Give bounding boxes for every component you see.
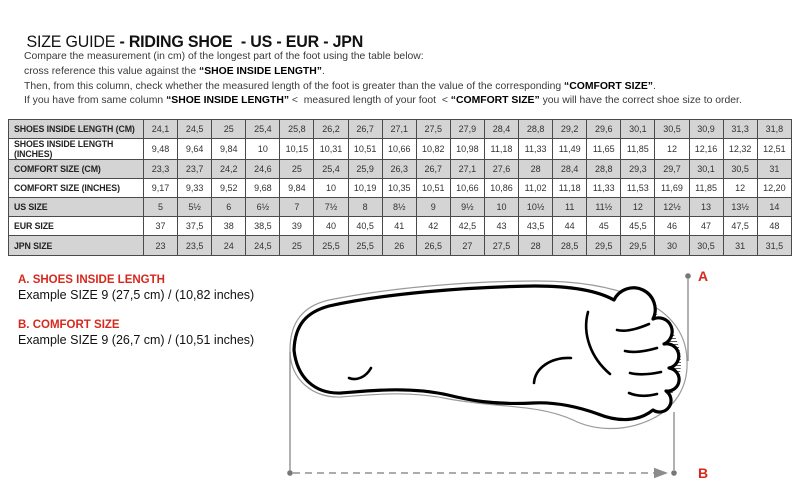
size-cell: 10,82 [416,139,450,160]
page-title-regular: SIZE GUIDE [26,32,120,51]
intro-text [24,50,784,109]
size-cell: 24,6 [246,160,280,179]
size-cell: 10,98 [450,139,484,160]
b-dot [671,470,677,476]
size-cell: 28,4 [553,160,587,179]
size-cell: 30,9 [689,120,723,139]
section-shoes-inside-length [18,273,254,304]
size-cell: 12,32 [723,139,757,160]
size-cell: 27,5 [484,236,518,255]
size-cell: 13½ [723,198,757,217]
size-cell: 31 [723,236,757,255]
size-cell: 46 [655,217,689,236]
size-cell: 31 [757,160,791,179]
size-cell: 48 [757,217,791,236]
dimension-label-a: A [698,268,708,284]
size-cell: 25,4 [314,160,348,179]
size-cell: 40,5 [348,217,382,236]
size-cell: 29,5 [587,236,621,255]
size-cell: 25,4 [246,120,280,139]
size-cell: 37,5 [178,217,212,236]
row-label: COMFORT SIZE (INCHES) [9,179,144,198]
size-cell: 9,33 [178,179,212,198]
size-cell: 30,5 [689,236,723,255]
size-cell: 10,66 [382,139,416,160]
size-cell: 25 [280,236,314,255]
size-cell: 28 [519,160,553,179]
size-cell: 10,66 [450,179,484,198]
size-cell: 8 [348,198,382,217]
section-b-title: B. COMFORT SIZE [18,319,120,331]
size-cell: 9,84 [280,179,314,198]
size-cell: 9,17 [144,179,178,198]
size-cell: 9,48 [144,139,178,160]
size-cell: 7½ [314,198,348,217]
size-cell: 25,5 [348,236,382,255]
size-cell: 10 [484,198,518,217]
size-cell: 29,3 [621,160,655,179]
size-cell: 23,5 [178,236,212,255]
size-cell: 30,1 [689,160,723,179]
size-cell: 11½ [587,198,621,217]
size-cell: 5 [144,198,178,217]
table-row [9,198,792,217]
size-cell: 47,5 [723,217,757,236]
row-label: US SIZE [9,198,144,217]
size-cell: 31,3 [723,120,757,139]
page-title-bold: - RIDING SHOE - US - EUR - JPN [119,32,364,51]
size-cell: 10 [314,179,348,198]
size-cell: 31,5 [757,236,791,255]
table-row [9,160,792,179]
size-cell: 27,5 [416,120,450,139]
size-cell: 8½ [382,198,416,217]
size-cell: 25,8 [280,120,314,139]
size-cell: 27,1 [382,120,416,139]
foot-outline [294,286,679,420]
row-label: COMFORT SIZE (CM) [9,160,144,179]
size-cell: 12,51 [757,139,791,160]
size-cell: 41 [382,217,416,236]
foot-measurement-diagram [283,262,708,503]
size-cell: 12 [723,179,757,198]
table-row [9,120,792,139]
size-cell: 45,5 [621,217,655,236]
size-cell: 42 [416,217,450,236]
row-label: EUR SIZE [9,217,144,236]
size-cell: 25,9 [348,160,382,179]
size-cell: 10,51 [416,179,450,198]
size-cell: 11,69 [655,179,689,198]
size-cell: 40 [314,217,348,236]
size-cell: 12 [621,198,655,217]
size-cell: 26,7 [348,120,382,139]
size-cell: 43 [484,217,518,236]
size-cell: 28,8 [519,120,553,139]
section-b-example: Example SIZE 9 (26,7 cm) / (10,51 inches) [18,333,255,347]
size-cell: 9,68 [246,179,280,198]
size-cell: 9,52 [212,179,246,198]
size-cell: 12 [655,139,689,160]
size-cell: 7 [280,198,314,217]
size-cell: 30 [655,236,689,255]
size-cell: 24,5 [246,236,280,255]
a-dot [685,273,691,279]
size-cell: 14 [757,198,791,217]
section-comfort-size [18,318,254,349]
size-cell: 11,33 [587,179,621,198]
size-cell: 25 [212,120,246,139]
size-cell: 9,64 [178,139,212,160]
size-cell: 24,5 [178,120,212,139]
size-cell: 28,4 [484,120,518,139]
intro-line: If you have from same column “SHOE INSIDE LENGTH” < measured length of your foot < “COMFORT SIZE” you will have the correct shoe size to order. [24,95,742,107]
size-cell: 25 [280,160,314,179]
size-cell: 11,49 [553,139,587,160]
size-cell: 29,5 [621,236,655,255]
size-cell: 23 [144,236,178,255]
size-cell: 39 [280,217,314,236]
size-cell: 10,51 [348,139,382,160]
size-cell: 11,53 [621,179,655,198]
table-row [9,139,792,160]
size-cell: 6 [212,198,246,217]
size-cell: 11,18 [553,179,587,198]
size-cell: 29,2 [553,120,587,139]
size-cell: 44 [553,217,587,236]
size-cell: 26,2 [314,120,348,139]
row-label: SHOES INSIDE LENGTH (INCHES) [9,139,144,160]
size-cell: 30,5 [655,120,689,139]
size-cell: 10,86 [484,179,518,198]
size-cell: 11,02 [519,179,553,198]
size-cell: 5½ [178,198,212,217]
size-cell: 28 [519,236,553,255]
size-table-body [9,120,792,256]
size-cell: 27,6 [484,160,518,179]
size-cell: 29,7 [655,160,689,179]
size-cell: 27,1 [450,160,484,179]
size-cell: 26,5 [416,236,450,255]
table-row [9,236,792,255]
size-cell: 38 [212,217,246,236]
size-cell: 10,31 [314,139,348,160]
size-cell: 27,9 [450,120,484,139]
size-cell: 9½ [450,198,484,217]
size-cell: 26 [382,236,416,255]
size-cell: 24 [212,236,246,255]
size-cell: 23,3 [144,160,178,179]
size-cell: 10,15 [280,139,314,160]
size-cell: 10,19 [348,179,382,198]
table-row [9,217,792,236]
size-cell: 6½ [246,198,280,217]
intro-line: Compare the measurement (in cm) of the longest part of the foot using the table below: [24,51,424,62]
row-label: JPN SIZE [9,236,144,255]
size-cell: 47 [689,217,723,236]
size-cell: 10,35 [382,179,416,198]
size-cell: 10 [246,139,280,160]
arrow-head-icon [654,468,668,478]
size-cell: 29,6 [587,120,621,139]
size-cell: 25,5 [314,236,348,255]
size-cell: 24,2 [212,160,246,179]
section-a-title: A. SHOES INSIDE LENGTH [18,274,165,286]
size-cell: 11,85 [621,139,655,160]
size-cell: 26,3 [382,160,416,179]
size-table-grid [8,119,792,256]
size-cell: 31,8 [757,120,791,139]
size-cell: 30,1 [621,120,655,139]
size-cell: 37 [144,217,178,236]
size-cell: 11,65 [587,139,621,160]
size-cell: 12,20 [757,179,791,198]
page-title [18,12,363,52]
size-cell: 9 [416,198,450,217]
size-cell: 11,85 [689,179,723,198]
size-table [8,119,792,256]
section-a-example: Example SIZE 9 (27,5 cm) / (10,82 inches) [18,288,255,302]
intro-line: Then, from this column, check whether the measured length of the foot is greater than the value of the corresponding “COMFORT SIZE”. [24,80,656,92]
size-cell: 24,1 [144,120,178,139]
heel-dot [287,470,293,476]
size-cell: 11 [553,198,587,217]
table-row [9,179,792,198]
size-cell: 9,84 [212,139,246,160]
intro-line: cross reference this value against the “SHOE INSIDE LENGTH”. [24,65,325,77]
row-label: SHOES INSIDE LENGTH (CM) [9,120,144,139]
dimension-label-b: B [698,465,708,481]
size-cell: 26,7 [416,160,450,179]
size-cell: 12½ [655,198,689,217]
size-cell: 28,8 [587,160,621,179]
size-cell: 38,5 [246,217,280,236]
size-cell: 45 [587,217,621,236]
size-cell: 23,7 [178,160,212,179]
size-cell: 43,5 [519,217,553,236]
size-cell: 11,33 [519,139,553,160]
size-cell: 27 [450,236,484,255]
size-cell: 11,18 [484,139,518,160]
size-cell: 10½ [519,198,553,217]
size-cell: 13 [689,198,723,217]
size-cell: 28,5 [553,236,587,255]
size-cell: 30,5 [723,160,757,179]
size-cell: 42,5 [450,217,484,236]
size-cell: 12,16 [689,139,723,160]
